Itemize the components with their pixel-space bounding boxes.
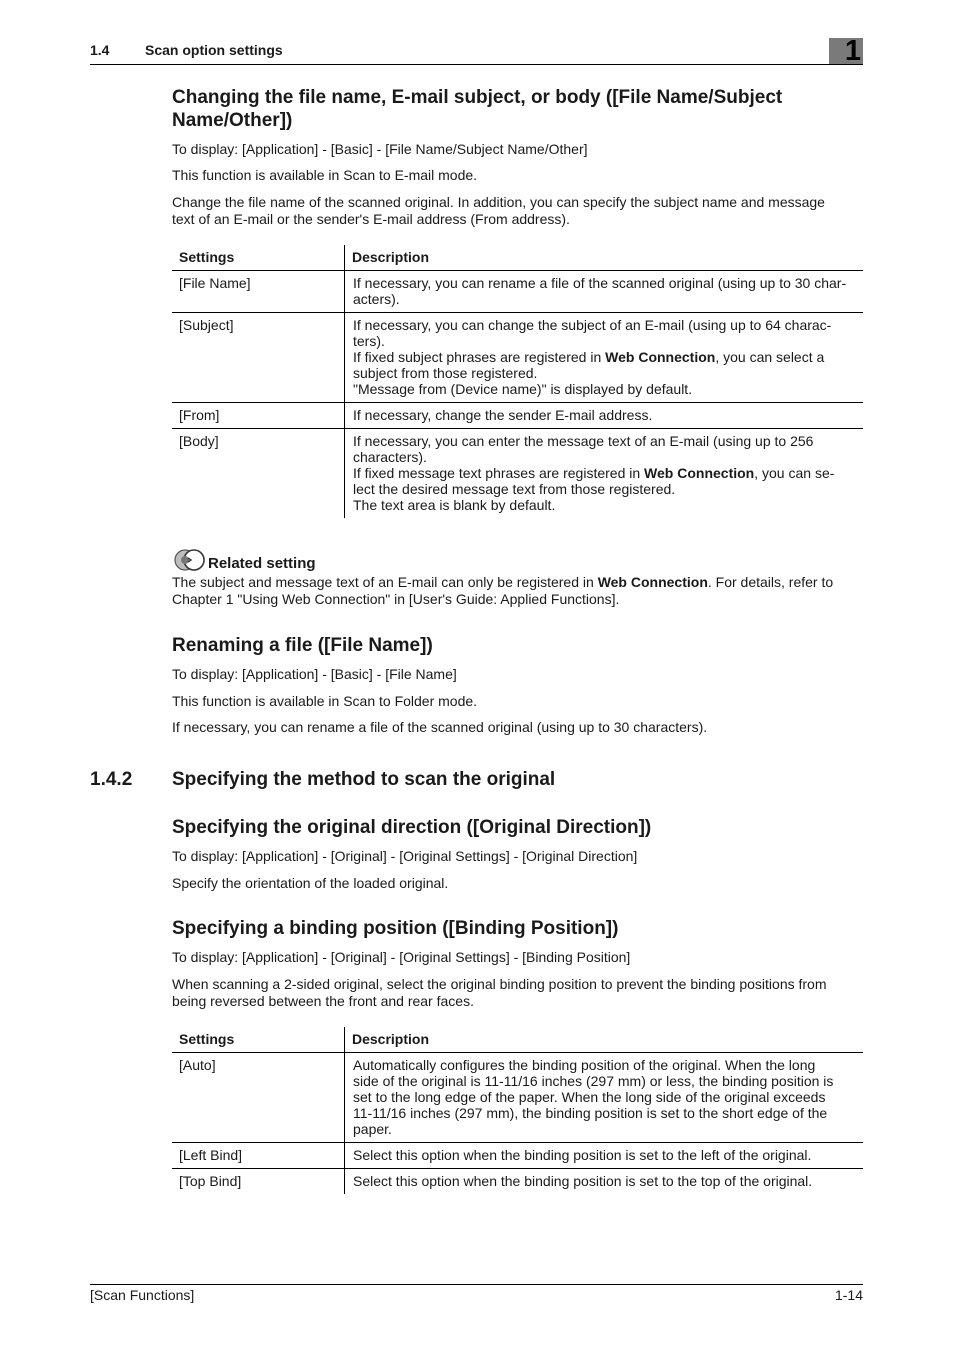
related-setting-text: The subject and message text of an E-mail can only be registered in Web Connection. For details, refer to Chapter 1 "Using Web Connection" in [User's Guide: Applied Functions]. bbox=[172, 574, 834, 607]
table-row bbox=[172, 429, 863, 519]
related-setting-title: Related setting bbox=[208, 555, 316, 572]
page-number: 1-14 bbox=[834, 1287, 863, 1303]
table-row bbox=[172, 271, 863, 313]
column-header-settings: Settings bbox=[172, 245, 345, 271]
table-row bbox=[172, 403, 863, 429]
settings-table-file-name bbox=[172, 245, 863, 518]
setting-name: [Auto] bbox=[172, 1053, 345, 1143]
page-footer bbox=[90, 1284, 863, 1303]
display-path: To display: [Application] - [Original] - [Original Settings] - [Original Direction] bbox=[172, 848, 638, 864]
setting-name: [Body] bbox=[172, 429, 345, 519]
column-header-settings: Settings bbox=[172, 1027, 345, 1053]
table-header-row bbox=[172, 1027, 863, 1053]
setting-name: [From] bbox=[172, 403, 345, 429]
table-row bbox=[172, 1143, 863, 1169]
section-description: Specify the orientation of the loaded original. bbox=[172, 875, 449, 891]
setting-description: Select this option when the binding position is set to the left of the original. bbox=[345, 1143, 864, 1169]
related-setting-icon bbox=[172, 548, 206, 572]
table-row bbox=[172, 313, 863, 403]
setting-description: If necessary, you can enter the message text of an E-mail (using up to 256 characters). If fixed message text phrases are registered in Web Connection, you can se- lect the desired message text from those registered. The text area is blank by default. bbox=[353, 433, 835, 513]
setting-name: [File Name] bbox=[172, 271, 345, 313]
header-section-title: Scan option settings bbox=[145, 42, 283, 58]
section-title-binding-position: Specifying a binding position ([Binding Position]) bbox=[172, 918, 619, 939]
display-path: To display: [Application] - [Basic] - [File Name] bbox=[172, 666, 457, 682]
settings-table-binding-position bbox=[172, 1027, 863, 1194]
footer-manual-name: [Scan Functions] bbox=[90, 1287, 195, 1303]
table-row bbox=[172, 1053, 863, 1143]
section-description: When scanning a 2-sided original, select the original binding position to prevent the binding positions from being reversed between the front and rear faces. bbox=[172, 976, 827, 1009]
setting-description: If necessary, change the sender E-mail address. bbox=[345, 403, 864, 429]
setting-name: [Left Bind] bbox=[172, 1143, 345, 1169]
chapter-number: 1 bbox=[844, 35, 861, 67]
setting-description: Select this option when the binding position is set to the top of the original. bbox=[353, 1173, 813, 1189]
setting-description: If necessary, you can change the subject of an E-mail (using up to 64 charac- ters). If fixed subject phrases are registered in Web Connection, you can select a subject from those registered. "Message from (Device name)" is displayed by default. bbox=[345, 313, 864, 403]
subsection-title: Specifying the method to scan the original bbox=[172, 769, 556, 790]
page-header bbox=[90, 35, 863, 67]
section-title-renaming-file: Renaming a file ([File Name]) bbox=[172, 635, 433, 656]
display-path: To display: [Application] - [Basic] - [File Name/Subject Name/Other] bbox=[172, 141, 588, 157]
column-header-description: Description bbox=[345, 1027, 864, 1053]
table-row bbox=[172, 1169, 863, 1195]
display-path: To display: [Application] - [Original] - [Original Settings] - [Binding Position] bbox=[172, 949, 631, 965]
section-title-file-name-subject: Changing the file name, E-mail subject, or body ([File Name/Subject Name/Other]) bbox=[172, 87, 783, 131]
setting-name: [Top Bind] bbox=[172, 1169, 345, 1195]
setting-name: [Subject] bbox=[172, 313, 345, 403]
section-description: Change the file name of the scanned original. In addition, you can specify the subject name and message text of an E-mail or the sender's E-mail address (From address). bbox=[172, 194, 825, 227]
section-title-original-direction: Specifying the original direction ([Original Direction]) bbox=[172, 817, 652, 838]
setting-description: Automatically configures the binding position of the original. When the long side of the original is 11-11/16 inches (297 mm) or less, the binding position is set to the long edge of the paper. When the long side of the original exceeds 11-11/16 inches (297 mm), the binding position is set to the short edge of the paper. bbox=[345, 1053, 864, 1143]
header-section-number: 1.4 bbox=[90, 42, 110, 58]
setting-description: If necessary, you can rename a file of the scanned original (using up to 30 char- acters). bbox=[345, 271, 864, 313]
availability-note: This function is available in Scan to Folder mode. bbox=[172, 693, 478, 709]
column-header-description: Description bbox=[345, 245, 864, 271]
availability-note: This function is available in Scan to E-mail mode. bbox=[172, 167, 478, 183]
subsection-number: 1.4.2 bbox=[90, 769, 133, 790]
table-header-row bbox=[172, 245, 863, 271]
section-description: If necessary, you can rename a file of the scanned original (using up to 30 characters). bbox=[172, 719, 708, 735]
